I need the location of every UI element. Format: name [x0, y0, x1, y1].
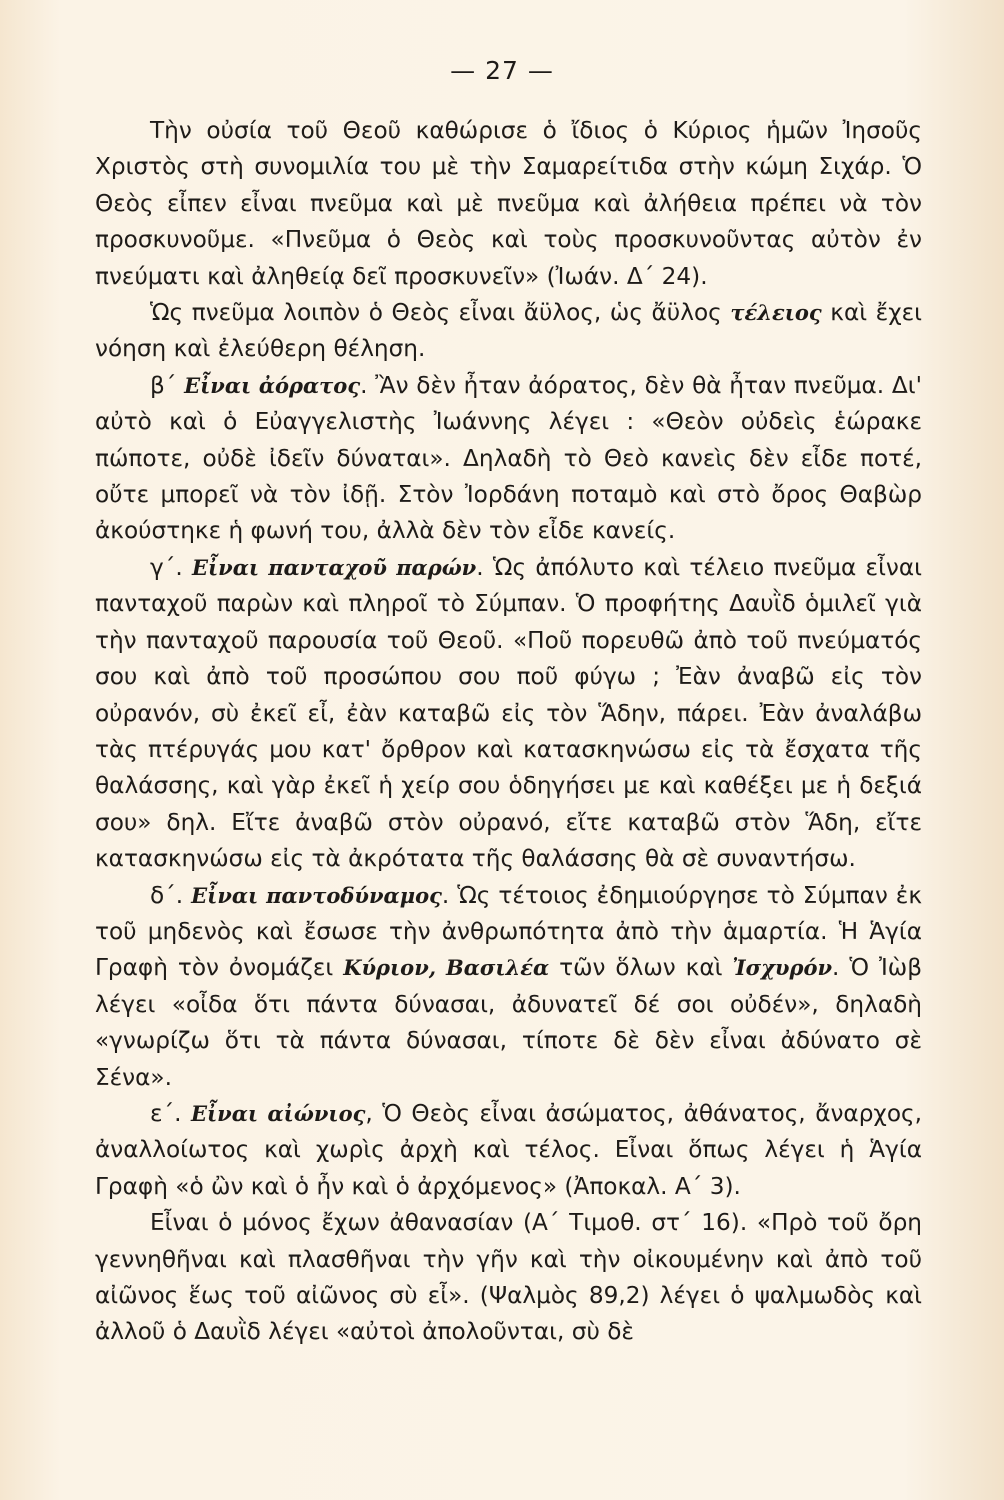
- emphasized-term: Κύριον, Βασιλέα: [343, 955, 550, 981]
- text-run: Ὡς πνεῦμα λοιπὸν ὁ Θεὸς εἶναι ἄϋλος, ὡς ἄϋλος: [150, 299, 731, 327]
- text-run: . Ὁ Ἰὼβ λέγει «οἶδα ὅτι πάντα δύνασαι, ἀδυνατεῖ δέ σοι οὐδέν», δηλαδὴ «γνωρίζω ὅτι τὰ πάντα δύνασαι, τίποτε δὲ δὲν εἶναι ἀδύνατο σὲ Σένα».: [95, 954, 922, 1091]
- text-run: Εἶναι ὁ μόνος ἔχων ἀθανασίαν (Α΄ Τιμοθ. στ΄ 16). «Πρὸ τοῦ ὄρη γεννηθῆναι καὶ πλασθῆναι τὴν γῆν καὶ τὴν οἰκουμένην καὶ ἀπὸ τοῦ αἰῶνος ἕως τοῦ αἰῶνος σὺ εἶ». (Ψαλμὸς 89,2) λέγει ὁ ψαλμωδὸς καὶ ἀλλοῦ ὁ Δαυῒδ λέγει «αὐτοὶ ἀπολοῦνται, σὺ δὲ: [95, 1209, 922, 1346]
- text-run: ε΄.: [150, 1099, 192, 1127]
- text-run: καὶ ἔχει νόηση καὶ ἐλεύθερη θέληση.: [95, 299, 922, 363]
- page-number: — 27 —: [450, 56, 554, 85]
- emphasized-term: Εἶναι αἰώνιος: [191, 1100, 366, 1126]
- text-run: Τὴν οὐσία τοῦ Θεοῦ καθώρισε ὁ ἴδιος ὁ Κύριος ἡμῶν Ἰησοῦς Χριστὸς στὴ συνομιλία του μὲ τὴν Σαμαρείτιδα στὴν κώμη Σιχάρ. Ὁ Θεὸς εἶπεν εἶναι πνεῦμα καὶ μὲ πνεῦμα καὶ ἀλήθεια πρέπει νὰ τὸν προσκυνοῦμε. «Πνεῦμα ὁ Θεὸς καὶ τοὺς προσκυνοῦντας αὐτὸν ἐν πνεύματι καὶ ἀληθείᾳ δεῖ προσκυνεῖν» (Ἰωάν. Δ΄ 24).: [95, 117, 922, 290]
- text-run: . Ὡς ἀπόλυτο καὶ τέλειο πνεῦμα εἶναι πανταχοῦ παρὼν καὶ πληροῖ τὸ Σύμπαν. Ὁ προφήτης Δαυῒδ ὁμιλεῖ γιὰ τὴν πανταχοῦ παρουσία τοῦ Θεοῦ. «Ποῦ πορευθῶ ἀπὸ τοῦ πνεύματός σου καὶ ἀπὸ τοῦ προσώπου σου ποῦ φύγω ; Ἐὰν ἀναβῶ εἰς τὸν οὐρανόν, σὺ ἐκεῖ εἶ, ἐὰν καταβῶ εἰς τὸν Ἅδην, πάρει. Ἐὰν ἀναλάβω τὰς πτέρυγάς μου κατ' ὄρθρον καὶ κατασκηνώσω εἰς τὰ ἔσχατα τῆς θαλάσσης, καὶ γὰρ ἐκεῖ ἡ χείρ σου ὁδηγήσει με καὶ καθέξει με ἡ δεξιά σου» δηλ. Εἴτε ἀναβῶ στὸν οὐρανό, εἴτε καταβῶ στὸν Ἅδη, εἴτε κατασκηνώσω εἰς τὰ ἀκρότατα τῆς θαλάσσης θὰ σὲ συναντήσω.: [95, 553, 923, 873]
- text-run: β΄: [150, 371, 185, 399]
- body-text: [95, 113, 922, 1351]
- paragraph: [95, 113, 922, 295]
- text-run: δ΄.: [150, 881, 192, 909]
- text-run: . Ἂν δὲν ἦταν ἀόρατος, δὲν θὰ ἦταν πνεῦμα. Δι' αὐτὸ καὶ ὁ Εὐαγγελιστὴς Ἰωάννης λέγει : «Θεὸν οὐδεὶς ἑώρακε πώποτε, οὐδὲ ἰδεῖν δύναται». Δηλαδὴ τὸ Θεὸ κανεὶς δὲν εἶδε ποτέ, οὔτε μπορεῖ νὰ τὸν ἰδῇ. Στὸν Ἰορδάνη ποταμὸ καὶ στὸ ὄρος Θαβὼρ ἀκούστηκε ἡ φωνή του, ἀλλὰ δὲν τὸν εἶδε κανείς.: [95, 371, 923, 545]
- emphasized-term: Εἶναι πανταχοῦ παρών: [191, 554, 477, 580]
- emphasized-term: τέλειος: [730, 300, 822, 326]
- emphasized-term: Εἶναι παντοδύναμος: [191, 882, 442, 908]
- text-run: τῶν ὅλων καὶ: [549, 954, 733, 982]
- paragraph: [95, 368, 922, 550]
- paragraph: [95, 1205, 922, 1351]
- text-run: , Ὁ Θεὸς εἶναι ἀσώματος, ἀθάνατος, ἄναρχος, ἀναλλοίωτος καὶ χωρὶς ἀρχὴ καὶ τέλος. Εἶναι ὅπως λέγει ἡ Ἁγία Γραφὴ «ὁ ὢν καὶ ὁ ἦν καὶ ὁ ἀρχόμενος» (Ἀποκαλ. Α΄ 3).: [95, 1099, 922, 1200]
- emphasized-term: Εἶναι ἀόρατος: [184, 372, 361, 398]
- paragraph: [95, 878, 922, 1096]
- text-run: . Ὡς τέτοιος ἐδημιούργησε τὸ Σύμπαν ἐκ τοῦ μηδενὸς καὶ ἔσωσε τὴν ἀνθρωπότητα ἀπὸ τὴν ἁμαρτία. Ἡ Ἁγία Γραφὴ τὸν ὀνομάζει: [95, 881, 922, 982]
- paragraph: [95, 550, 922, 878]
- paragraph: [95, 295, 922, 368]
- paragraph: [95, 1096, 922, 1205]
- text-run: γ΄.: [150, 553, 192, 581]
- emphasized-term: Ἰσχυρόν: [732, 955, 833, 981]
